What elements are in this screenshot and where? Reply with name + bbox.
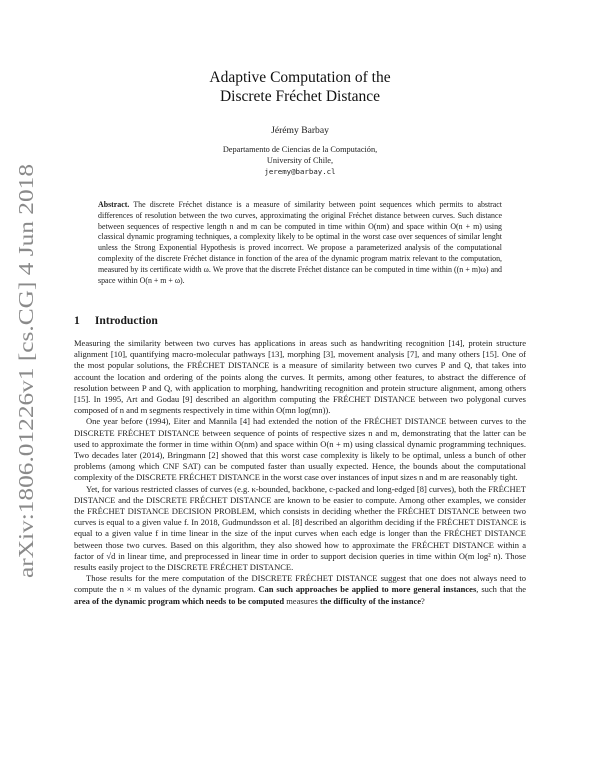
p4-end: ? [421,595,425,606]
p4-bold-difficulty: the difficulty of the instance [319,595,421,606]
affiliation-department: Departamento de Ciencias de la Computación, [222,145,378,154]
p4-mid: , such that the [476,584,526,595]
paragraph-3: Yet, for various restricted classes of curves (e.g. κ-bounded, backbone, c-packed and long-edged [8] curves), both the FRÉCHET DISTANCE and the DISCRETE FRÉCHET DISTANCE are known to be easier to compute. Among other examples, we consider the FRÉCHET DISTANCE DECISION PROBLEM, which consists in deciding whether the FRÉCHET DISTANCE between two curves is equal to a given value f. In 2018, Gudmundsson et al. [8] described an algorithm deciding if the FRÉCHET DISTANCE is equal to a given value f in time linear in the size of the input curves when each edge is longer than the FRÉCHET DISTANCE between those two curves. Based on this algorithm, they also showed how to approximate the FRÉCHET DISTANCE within a factor of √d in linear time, and preprocessed in linear time in order to support decision queries in time within O(m log² n). Those results easily project to the DISCRETE FRÉCHET DISTANCE. [74,483,526,573]
p4-measures: measures [286,595,318,606]
author-email: jeremy@barbay.cl [264,167,336,176]
title-line-1: Adaptive Computation of the [209,69,391,86]
p4-bold-area: area of the dynamic program which needs to be computed [74,595,285,606]
paragraph-2: One year before (1994), Eiter and Mannila [4] had extended the notion of the FRÉCHET DISTANCE between curves to the DISCRETE FRÉCHET DISTANCE between sequence of points of respective sizes n and m, demonstrating that the latter can be used to approximate the former in time within O(nm) and space within O(n + m) using classical dynamic programming techniques. Two decades later (2014), Bringmann [2] showed that this worst case complexity is likely to be optimal, unless a bunch of other problems (among which CNF SAT) can be computed faster than usually expected. Hence, the bounds about the computational complexity of the DISCRETE FRÉCHET DISTANCE in the worst case over instances of input sizes n and m are reasonably tight. [74,416,526,483]
abstract-label: Abstract. [98,200,130,209]
paragraph-4 [74,573,526,607]
author-name: Jérémy Barbay [271,125,329,136]
section-title: Introduction [94,314,158,327]
arxiv-id: arXiv:1806.01226v1 [cs.CG] 4 Jun 2018 [14,226,38,578]
paper-title [74,68,526,106]
section-heading [74,314,526,327]
arxiv-stamp-svg [6,160,42,580]
arxiv-sidebar-stamp [6,160,42,580]
abstract [98,200,502,286]
affiliation-university: University of Chile, [266,156,334,165]
abstract-text: The discrete Fréchet distance is a measure of similarity between point sequences which permits to abstract differences of resolution between the two curves, approximating the original Fréchet distance between curves. Such distance between sequences of respective length n and m can be computed in time within O(nm) and space within O(n + m) using classical dynamic programing techniques, a complexity likely to be optimal in the worst case over sequences of similar lenght unless the Strong Exponential Hypothesis is proved incorrect. We propose a parameterized analysis of the computational complexity of the discrete Fréchet distance in fonction of the area of the dynamic program matrix relevant to the computation, measured by its certificate width ω. We prove that the discrete Fréchet distance can be computed in time within ((n + m)ω) and space within O(n + m + ω). [98,200,502,285]
title-line-2: Discrete Fréchet Distance [219,88,381,105]
section-number: 1 [74,314,80,327]
paragraph-1: Measuring the similarity between two curves has applications in areas such as handwriting recognition [14], protein structure alignment [10], quantifying macro-molecular pathways [13], morphing [3], movement analysis [7], and many others [15]. One of the most popular solutions, the FRÉCHET DISTANCE is a measure of similarity between two curves P and Q, that takes into account the location and ordering of the points along the curves. It permits, among other features, to abstract the difference of resolution between P and Q, with application to morphing, handwriting recognition and protein structure alignment, among others [15]. In 1995, Art and Godau [9] described an algorithm computing the FRÉCHET DISTANCE between two polygonal curves composed of n and m segments respectively in time within O(mn log(mn)). [74,338,526,416]
affiliation-block [74,144,526,177]
p4-plain: Those results for the mere computation of the DISCRETE FRÉCHET DISTANCE suggest that one does not always need to compute the n × m values of the dynamic program. [74,573,526,595]
p4-bold-question: Can such approaches be applied to more general instances [258,584,477,595]
introduction-body [74,338,526,607]
